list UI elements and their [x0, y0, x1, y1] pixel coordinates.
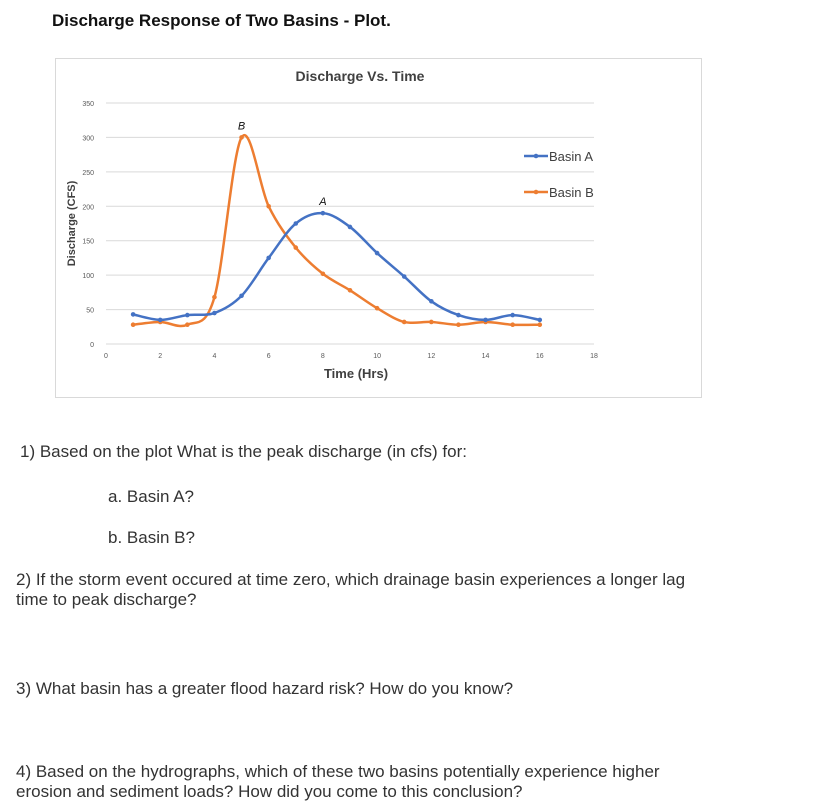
basin-b-point: [456, 322, 461, 327]
basin-b-point: [402, 320, 407, 325]
basin-a-point: [266, 256, 271, 261]
y-tick-label: 300: [82, 135, 94, 143]
basin-a-point: [429, 299, 434, 304]
x-tick-label: 6: [266, 353, 271, 360]
basin-a-point: [212, 311, 217, 316]
basin-a-point: [483, 318, 488, 323]
basin-b-point: [510, 322, 515, 327]
x-tick-label: 16: [535, 353, 544, 360]
question-1: 1) Based on the plot What is the peak discharge (in cfs) for:: [20, 442, 467, 461]
basin-a-point: [293, 221, 298, 226]
basin-a-point: [348, 225, 353, 230]
chart-frame: [55, 58, 702, 398]
x-tick-label: 14: [481, 353, 490, 360]
y-tick-label: 150: [82, 238, 94, 246]
chart-title: Discharge Vs. Time: [295, 68, 425, 84]
basin-b-point: [185, 322, 190, 327]
basin-a-point: [185, 313, 190, 318]
y-tick-label: 250: [82, 169, 94, 177]
x-axis-label: Time (Hrs): [323, 366, 389, 381]
legend-label-basin-a: Basin A: [549, 149, 594, 164]
basin-a-line: [133, 213, 540, 320]
basin-b-point: [537, 322, 542, 327]
basin-b-point: [131, 322, 136, 327]
basin-a-point: [239, 294, 244, 299]
legend-marker-basin-a: [534, 154, 539, 159]
basin-b-point: [266, 204, 271, 209]
basin-b-point: [293, 245, 298, 250]
x-tick-label: 12: [427, 353, 436, 360]
basin-b-point: [348, 288, 353, 293]
basin-a-point: [537, 318, 542, 323]
question-4: 4) Based on the hydrographs, which of these two basins potentially experience higher erosion and sediment loads? How did you come to this conclusion?: [16, 762, 660, 801]
x-tick-label: 10: [373, 353, 382, 360]
basin-a-point: [510, 313, 515, 318]
annotation-a: A: [319, 196, 327, 209]
y-tick-label: 0: [90, 342, 94, 349]
x-tick-label: 0: [104, 353, 108, 360]
page-heading: Discharge Response of Two Basins - Plot.: [52, 11, 391, 30]
basin-a-point: [131, 312, 136, 317]
basin-b-point: [212, 295, 217, 300]
x-tick-label: 2: [158, 353, 163, 360]
y-tick-label: 350: [82, 101, 94, 108]
basin-b-point: [239, 135, 244, 140]
legend-marker-basin-b: [534, 190, 539, 195]
basin-a-point: [402, 274, 407, 279]
question-1b: b. Basin B?: [108, 528, 195, 547]
basin-a-point: [321, 211, 326, 216]
question-1a: a. Basin A?: [108, 487, 195, 506]
basin-a-point: [375, 251, 380, 256]
basin-b-point: [321, 271, 326, 276]
y-tick-label: 100: [82, 273, 94, 281]
question-2: 2) If the storm event occured at time zero, which drainage basin experiences a longer lag time to peak discharge?: [16, 570, 686, 609]
y-axis-label: Discharge (CFS): [66, 180, 78, 267]
x-tick-label: 4: [212, 353, 217, 360]
basin-b-point: [375, 306, 380, 311]
annotation-b: B: [237, 120, 246, 133]
basin-b-point: [429, 320, 434, 325]
x-tick-label: 8: [320, 353, 325, 360]
x-tick-label: 18: [590, 353, 598, 360]
discharge-chart: [56, 59, 701, 397]
basin-b-line: [133, 135, 540, 326]
legend-label-basin-b: Basin B: [549, 185, 594, 200]
y-tick-label: 50: [86, 307, 94, 315]
basin-a-point: [456, 313, 461, 318]
question-3: 3) What basin has a greater flood hazard risk? How do you know?: [16, 679, 514, 698]
basin-a-point: [158, 318, 163, 323]
y-tick-label: 200: [82, 204, 94, 212]
